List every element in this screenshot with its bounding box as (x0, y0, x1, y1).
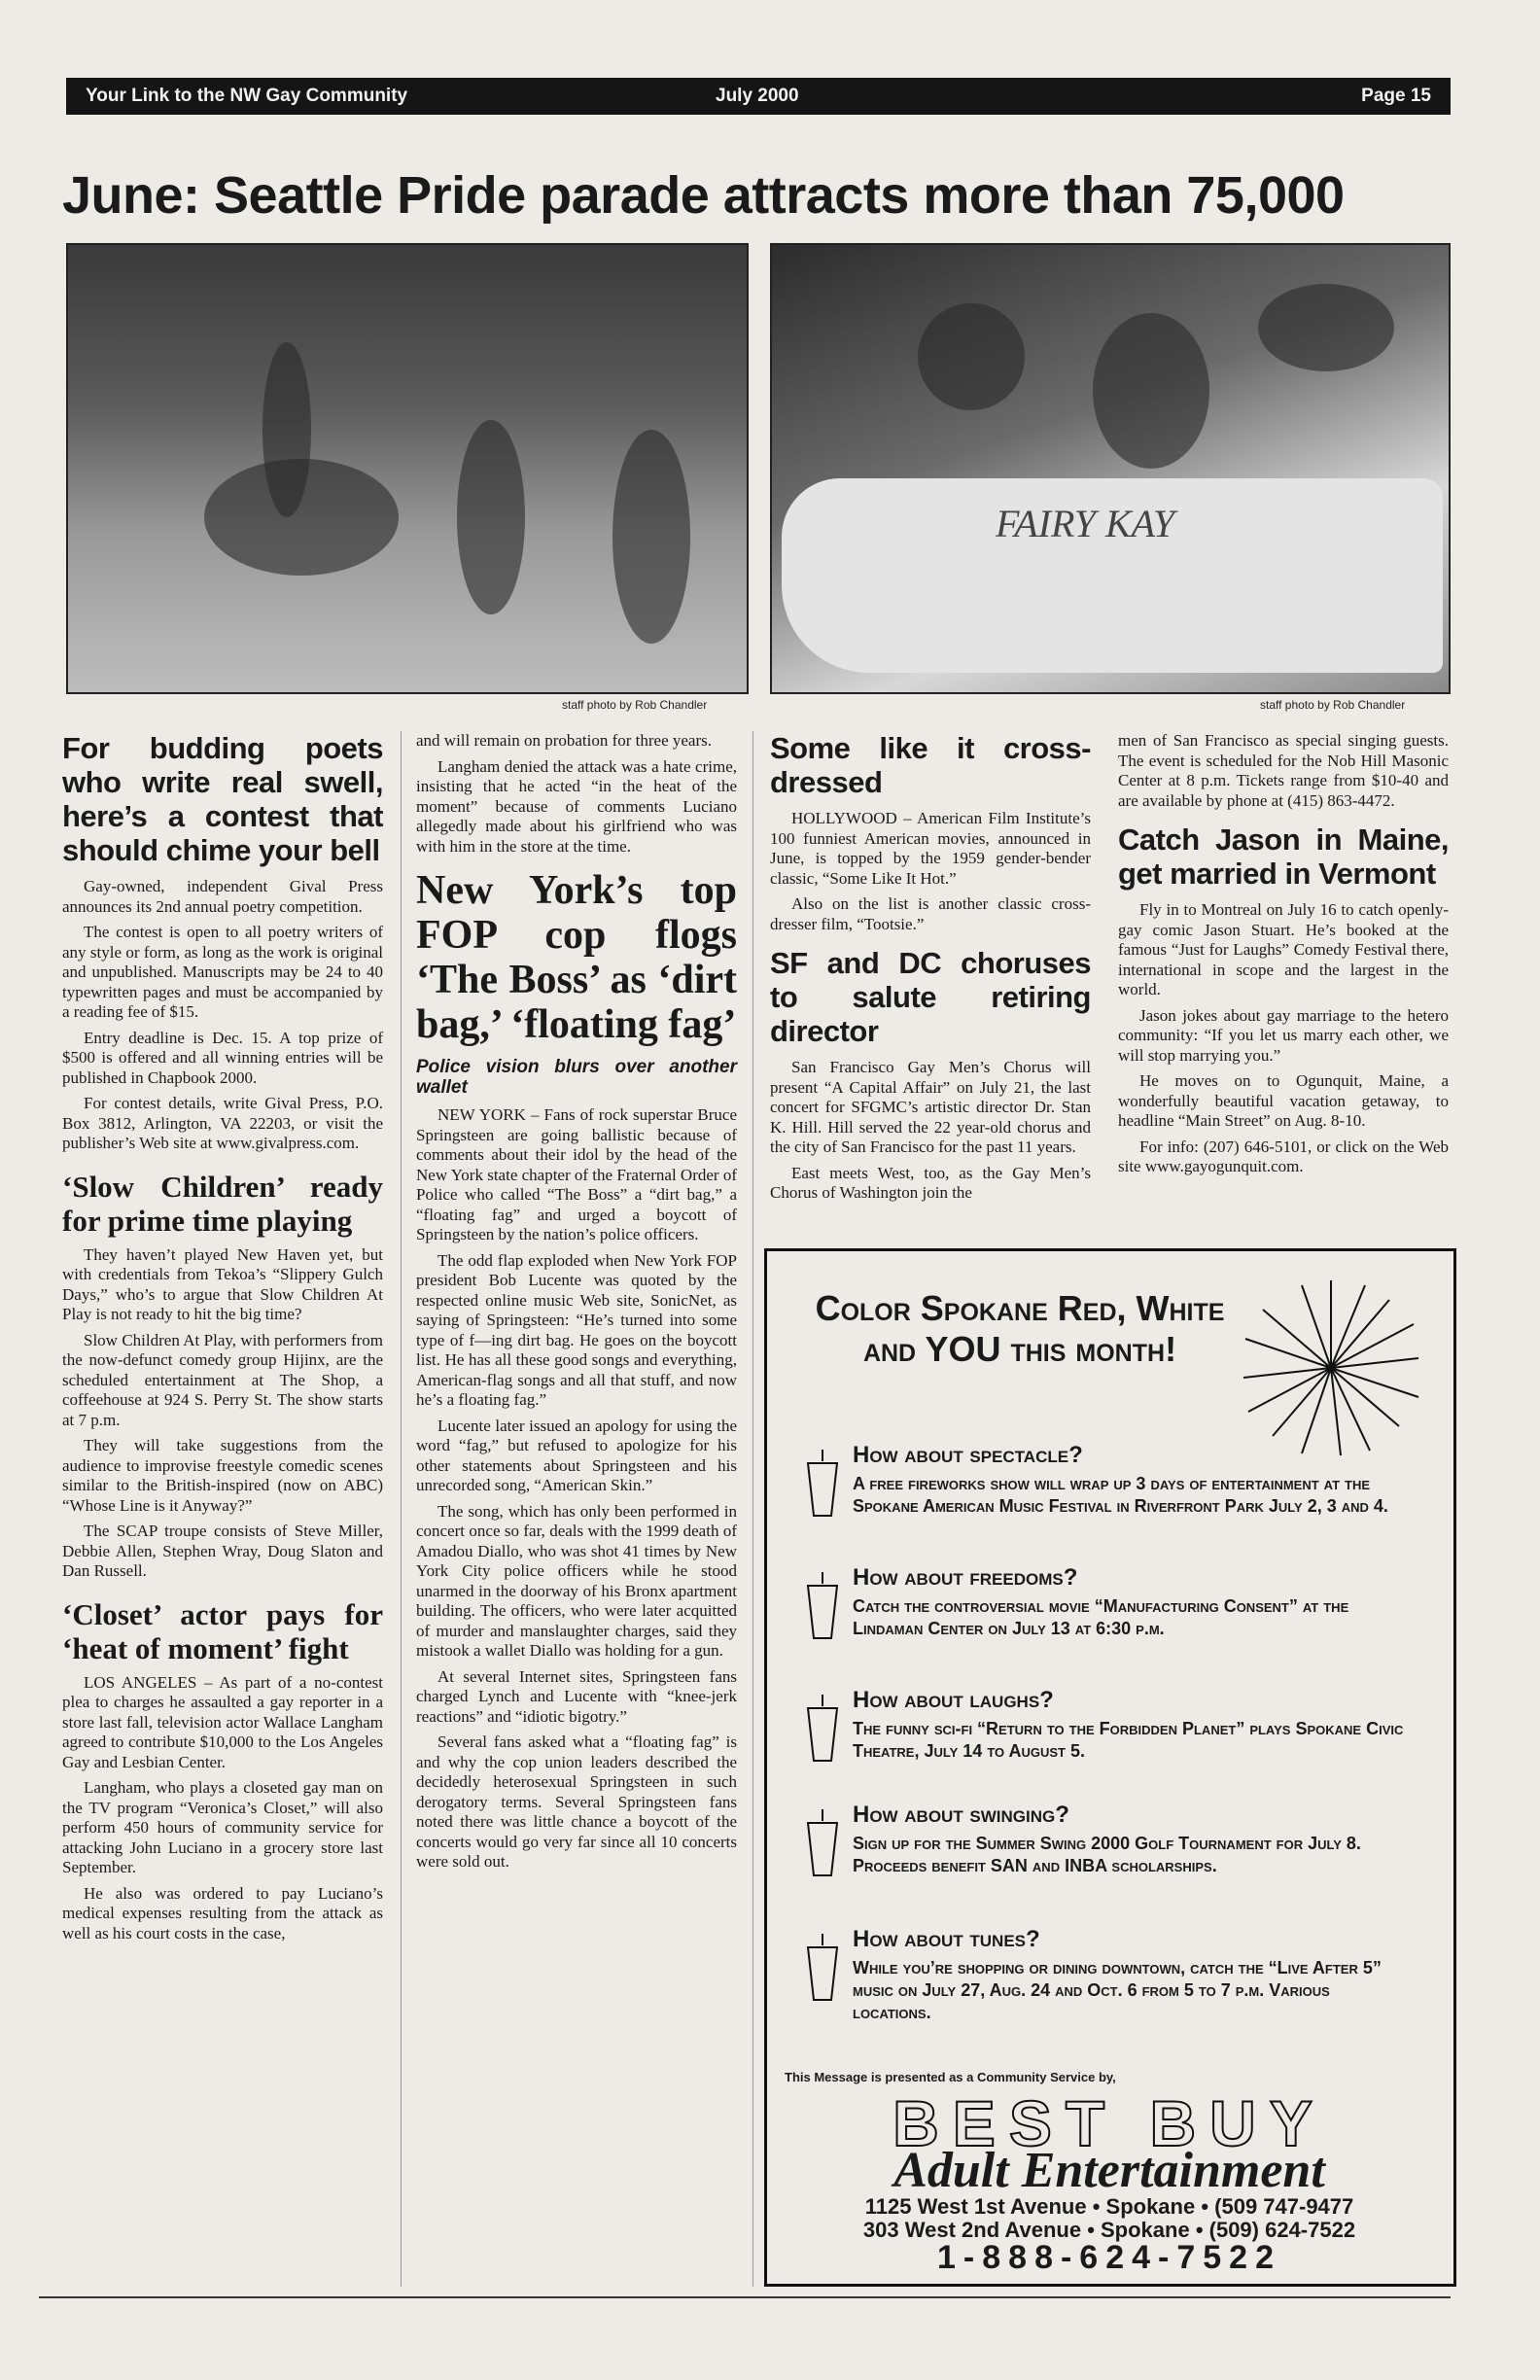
column-1 (62, 731, 383, 1949)
ad-item (806, 1802, 1409, 1877)
bottom-rule (39, 2296, 1451, 2298)
best-buy-subtitle: Adult Entertainment (893, 2143, 1325, 2198)
fop-paragraph: At several Internet sites, Springsteen fans charged Lynch and Lucente with “knee-jerk reactions” and “idiotic bigotry.” (416, 1666, 737, 1726)
ad-item-question: How about spectacle? (853, 1442, 1083, 1468)
ad-item-question: How about swinging? (853, 1802, 1069, 1828)
closet-paragraph: He also was ordered to pay Luciano’s medical expenses resulting from the attack as well as his court costs in the case, (62, 1883, 383, 1942)
closet-continued-paragraph: Langham denied the attack was a hate crime, insisting that he acted “in the heat of the moment” because of comments Luciano allegedly made about his girlfriend who was with him in the store at the time. (416, 756, 737, 856)
slow-children-paragraph: They haven’t played New Haven yet, but with credentials from Tekoa’s “Slippery Gulch Days,” who’s to argue that Slow Children At Play is not ready to hit the big time? (62, 1244, 383, 1323)
ad-item-answer: While you’re shopping or dining downtown, catch the “Live After 5” music on July 27, Aug. 24 and Oct. 6 from 5 to 7 p.m. Various locations. (853, 1958, 1382, 2022)
toll-free-phone: 1-888-624-7522 (937, 2239, 1281, 2276)
firework-cup-icon (806, 1809, 839, 1877)
closet-paragraph: LOS ANGELES – As part of a no-contest plea to charges he assaulted a gay reporter in a store last fall, television actor Wallace Langham agreed to contribute $10,000 to the Los Angeles Gay and Lesbian Center. (62, 1672, 383, 1771)
ad-sponsor-line: This Message is presented as a Community Service by, (785, 2070, 1116, 2084)
poets-paragraph: Entry deadline is Dec. 15. A top prize of $500 is offered and all winning entries will be published in Chapbook 2000. (62, 1028, 383, 1087)
chorus-paragraph: East meets West, too, as the Gay Men’s Chorus of Washington join the (770, 1163, 1091, 1202)
cross-dressed-paragraph: HOLLYWOOD – American Film Institute’s 100 funniest American movies, announced in June, is topped by the 1959 gender-bender classic, “Some Like It Hot.” (770, 809, 1091, 888)
column-4 (1118, 731, 1449, 1183)
slow-children-paragraph: They will take suggestions from the audience to improvise freestyle comedic scenes similar to the British-inspired (now on ABC) “Whose Line is it Anyway?” (62, 1436, 383, 1515)
chorus-paragraph: San Francisco Gay Men’s Chorus will present “A Capital Affair” on July 21, the last concert for SFGMC’s artistic director Dr. Stan K. Hill. Hill served the 22 year-old chorus and the city of San Francisco for the past 11 years. (770, 1058, 1091, 1156)
slow-children-paragraph: Slow Children At Play, with performers from the now-defunct comedy group Hijinx, are the scheduled entertainment at The Shop, a coffeehouse at 924 S. Perry St. The show starts at 7 p.m. (62, 1330, 383, 1429)
store-address-1: 1125 West 1st Avenue • Spokane • (509 747-9477 (864, 2194, 1354, 2219)
ad-item-question: How about tunes? (853, 1926, 1040, 1952)
firework-cup-icon (806, 1450, 839, 1518)
ad-item-question: How about freedoms? (853, 1564, 1078, 1591)
fop-paragraph: NEW YORK – Fans of rock superstar Bruce Springsteen are going ballistic because of comments about their idol by the head of the New York state chapter of the Fraternal Order of Police who called “The Boss” a “dirt bag,” a “floating fag” and urged a boycott of Springsteen by the nation’s police officers. (416, 1105, 737, 1243)
poets-paragraph: For contest details, write Gival Press, P.O. Box 3812, Arlington, VA 22203, or visit the publisher’s Web site at www.givalpress.com. (62, 1094, 383, 1152)
chorus-continued-paragraph: men of San Francisco as special singing guests. The event is scheduled for the Nob Hill Masonic Center at 8 p.m. Tickets range from $10-40 and are available by phone at (415) 863-4472. (1118, 731, 1449, 810)
page-headline: June: Seattle Pride parade attracts more than 75,000 (62, 166, 1345, 225)
jason-paragraph: Jason jokes about gay marriage to the hetero community: “If you let us marry each other, we will stop marrying you.” (1118, 1005, 1449, 1065)
poets-paragraph: Gay-owned, independent Gival Press announces its 2nd annual poetry competition. (62, 877, 383, 916)
spokane-advertisement (764, 1248, 1456, 2287)
jason-paragraph: Fly in to Montreal on July 16 to catch openly-gay comic Jason Stuart. He’s booked at the famous “Just for Laughs” Comedy Festival there, international in scope and the largest in the world. (1118, 900, 1449, 998)
closet-headline: ‘Closet’ actor pays for ‘heat of moment’ fight (62, 1596, 383, 1665)
poets-paragraph: The contest is open to all poetry writers of any style or form, as long as the work is original and unpublished. Manuscripts may be 24 to 40 typewritten pages and must be accompanied by a reading fee of $15. (62, 923, 383, 1021)
column-divider (752, 731, 753, 2287)
jason-headline: Catch Jason in Maine, get married in Vermont (1118, 822, 1449, 891)
fop-paragraph: The song, which has only been performed in concert once so far, deals with the 1999 death of Amadou Diallo, who was shot 41 times by New York City police officers while he stood unarmed in the doorway of his Bronx apartment building. The officers, who were later acquitted of murder and manslaughter charges, said they mistook a wallet Diallo was holding for a gun. (416, 1501, 737, 1660)
column-2 (416, 731, 737, 1878)
cross-dressed-headline: Some like it cross-dressed (770, 731, 1091, 799)
slow-children-paragraph: The SCAP troupe consists of Steve Miller, Debbie Allen, Stephen Wray, Doug Slaton and Dan Russell. (62, 1522, 383, 1580)
firework-icon (1234, 1271, 1428, 1465)
column-3 (770, 731, 1091, 1209)
slow-children-headline: ‘Slow Children’ ready for prime time playing (62, 1169, 383, 1238)
ad-item (806, 1687, 1409, 1763)
car-sign-text: FAIRY KAY (996, 502, 1175, 545)
ad-item-answer: The funny sci-fi “Return to the Forbidden Planet” plays Spokane Civic Theatre, July 14 to August 5. (853, 1719, 1404, 1761)
page-header-bar (66, 78, 1451, 115)
ad-item-question: How about laughs? (853, 1687, 1054, 1713)
firework-cup-icon (806, 1572, 839, 1640)
ad-item (806, 1442, 1409, 1518)
firework-cup-icon (806, 1934, 839, 2002)
ad-item (806, 1564, 1409, 1640)
best-buy-logo: BEST BUY (892, 2087, 1326, 2159)
closet-paragraph: Langham, who plays a closeted gay man on the TV program “Veronica’s Closet,” will also perform 450 hours of community service for attacking John Luciano in a grocery store last September. (62, 1778, 383, 1876)
ad-item-answer: Catch the controversial movie “Manufacturing Consent” at the Lindaman Center on July 13 at 6:30 p.m. (853, 1596, 1349, 1638)
fop-headline: New York’s top FOP cop flogs ‘The Boss’ as ‘dirt bag,’ ‘floating fag’ (416, 868, 737, 1047)
parade-photo-right (770, 243, 1451, 694)
poets-headline: For budding poets who write real swell, here’s a contest that should chime your bell (62, 731, 383, 867)
fop-paragraph: Lucente later issued an apology for using the word “fag,” but refused to apologize for his other statements about Springsteen and his unrecorded song, “American Skin.” (416, 1416, 737, 1494)
ad-item (806, 1926, 1409, 2024)
ad-item-answer: A free fireworks show will wrap up 3 days of entertainment at the Spokane American Music Festival in Riverfront Park July 2, 3 and 4. (853, 1474, 1388, 1516)
cross-dressed-paragraph: Also on the list is another classic cross-dresser film, “Tootsie.” (770, 894, 1091, 933)
fop-paragraph: The odd flap exploded when New York FOP president Bob Lucente was quoted by the respected online music Web site, SonicNet, as saying of Springsteen: “He’s turned into some type of f—ing dirt bag. He goes on the boycott list. He has all these good songs and everything, American-flag songs and all that stuff, and now he’s a floating fag.” (416, 1250, 737, 1409)
photo-credit-left: staff photo by Rob Chandler (562, 698, 708, 712)
fop-deck: Police vision blurs over another wallet (416, 1057, 737, 1098)
jason-paragraph: For info: (207) 646-5101, or click on the Web site www.gayogunquit.com. (1118, 1137, 1449, 1175)
parade-photo-left (66, 243, 749, 694)
store-address-2: 303 West 2nd Avenue • Spokane • (509) 624-7522 (862, 2218, 1356, 2242)
ad-item-answer: Sign up for the Summer Swing 2000 Golf Tournament for July 8. Proceeds benefit SAN and INBA scholarships. (853, 1834, 1361, 1875)
chorus-headline: SF and DC choruses to salute retiring director (770, 946, 1091, 1048)
closet-continued-paragraph: and will remain on probation for three years. (416, 731, 713, 750)
jason-paragraph: He moves on to Ogunquit, Maine, a wonderfully beautiful vacation getaway, to headline “Main Street” on Aug. 8-10. (1118, 1071, 1449, 1130)
firework-cup-icon (806, 1695, 839, 1763)
header-tagline: Your Link to the NW Gay Community (86, 86, 408, 106)
header-page-number: Page 15 (1361, 86, 1431, 106)
header-date: July 2000 (716, 86, 799, 106)
photo-credit-right: staff photo by Rob Chandler (1260, 698, 1406, 712)
fop-paragraph: Several fans asked what a “floating fag” is and why the cop union leaders described the decidedly heterosexual Springsteen in such derogatory terms. Several Springsteen fans noted there was little chance a boycott of the concerts would go very far since all 10 concerts were sold out. (416, 1732, 737, 1871)
ad-title: Color Spokane Red, White and YOU this month! (815, 1288, 1225, 1369)
column-divider (401, 731, 402, 2287)
